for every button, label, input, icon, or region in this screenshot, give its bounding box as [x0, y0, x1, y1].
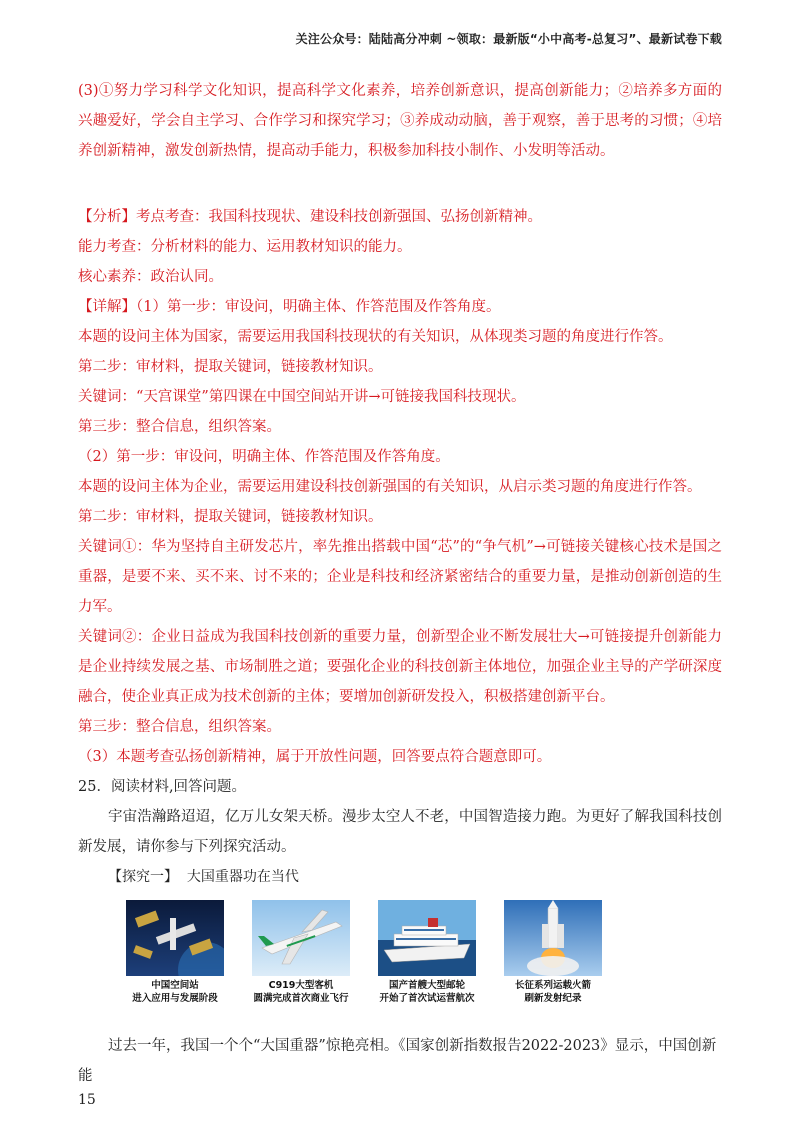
analysis-label: 【分析】	[78, 209, 136, 225]
detail-line: 本题的设问主体为国家，需要运用我国科技现状的有关知识，从体现类习题的角度进行作答。	[78, 329, 673, 345]
page-number: 15	[78, 1092, 96, 1108]
rocket-image	[504, 900, 602, 976]
detail-label: 【详解】	[78, 299, 136, 315]
detail-line: 第二步：审材料，提取关键词，链接教材知识。	[78, 359, 383, 375]
image-caption: 国产首艘大型邮轮 开始了首次试运营航次	[379, 980, 475, 1004]
detail-line: 第二步：审材料，提取关键词，链接教材知识。	[78, 509, 383, 525]
image-card-rocket	[504, 900, 602, 1005]
analysis-line-2: 能力考查：分析材料的能力、运用教材知识的能力。	[78, 239, 412, 255]
detail-line-0: 【详解】（1）第一步：审设问，明确主体、作答范围及作答角度。	[78, 299, 501, 315]
image-card-cruise-ship	[378, 900, 476, 1005]
detail-line: 关键词①：华为坚持自主研发芯片，率先推出搭载中国“芯”的“争气机”→可链接关键核心技术是国之重器，是要不来、买不来、讨不来的；企业是科技和经济紧密结合的重要力量，是推动创新创造的生力军。	[78, 539, 722, 615]
cruise-ship-image	[378, 900, 476, 976]
analysis-line-1: 【分析】考点考查：我国科技现状、建设科技创新强国、弘扬创新精神。	[78, 209, 542, 225]
detail-line: 关键词②：企业日益成为我国科技创新的重要力量，创新型企业不断发展壮大→可链接提升创新能力是企业持续发展之基、市场制胜之道；要强化企业的科技创新主体地位，加强企业主导的产学研深度融合，使企业真正成为技术创新的主体；要增加创新研发投入，积极搭建创新平台。	[78, 629, 722, 705]
question-25-material: 宇宙浩瀚路迢迢，亿万儿女架天桥。漫步太空人不老，中国智造接力跑。为更好了解我国科技创新发展，请你参与下列探究活动。	[78, 809, 722, 855]
explore-label: 【探究一】	[108, 869, 178, 885]
image-caption: 中国空间站 进入应用与发展阶段	[132, 980, 218, 1004]
image-row	[126, 900, 722, 1005]
image-caption: C919大型客机 圆满完成首次商业飞行	[253, 980, 349, 1004]
analysis-line-3: 核心素养：政治认同。	[78, 269, 223, 285]
airplane-image	[252, 900, 350, 976]
explore-heading	[108, 866, 722, 886]
page-content	[78, 76, 722, 1091]
question-25-paragraph: 过去一年，我国一个个“大国重器”惊艳亮相。《国家创新指数报告2022-2023》显示，中国创新能	[78, 1038, 717, 1084]
detail-line: 第三步：整合信息，组织答案。	[78, 719, 281, 735]
image-card-space-station	[126, 900, 224, 1005]
question-25-title: 25．阅读材料,回答问题。	[78, 779, 247, 795]
detail-line: 关键词：“天宫课堂”第四课在中国空间站开讲→可链接我国科技现状。	[78, 389, 526, 405]
explore-title: 大国重器功在当代	[186, 869, 299, 885]
detail-line: （3）本题考查弘扬创新精神，属于开放性问题，回答要点符合题意即可。	[78, 749, 552, 765]
detail-line: 第三步：整合信息，组织答案。	[78, 419, 281, 435]
detail-line: 本题的设问主体为企业，需要运用建设科技创新强国的有关知识，从启示类习题的角度进行作答。	[78, 479, 702, 495]
image-card-airplane	[252, 900, 350, 1005]
space-station-image	[126, 900, 224, 976]
detail-line: （2）第一步：审设问，明确主体、作答范围及作答角度。	[78, 449, 450, 465]
image-caption: 长征系列运载火箭 刷新发射纪录	[514, 980, 591, 1004]
page-header: 关注公众号：陆陆高分冲刺 ~领取：最新版“小中高考-总复习”、最新试卷下载	[295, 32, 722, 46]
answer-3: (3)①努力学习科学文化知识，提高科学文化素养，培养创新意识，提高创新能力；②培养多方面的兴趣爱好，学会自主学习、合作学习和探究学习；③养成动动脑，善于观察，善于思考的习惯；④培养创新精神，激发创新热情，提高动手能力，积极参加科技小制作、小发明等活动。	[78, 83, 722, 159]
